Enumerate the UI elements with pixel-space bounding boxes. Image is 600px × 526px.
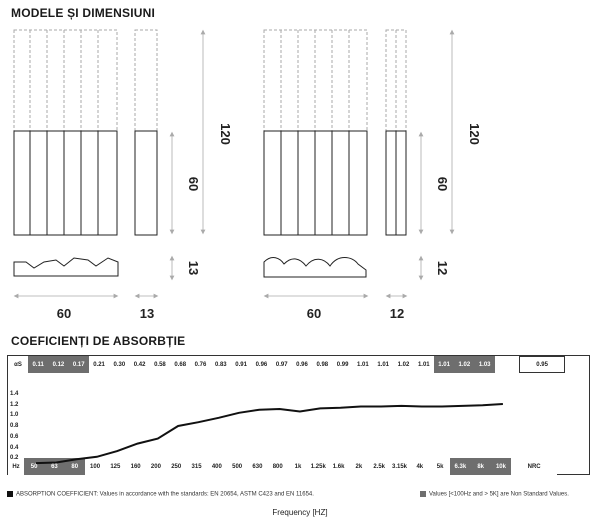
dim-right-height-full: 120	[467, 123, 482, 145]
section-title-absorption: COEFICIENȚI DE ABSORBȚIE	[11, 334, 186, 348]
frequency-cell: 50	[24, 458, 44, 475]
y-tick-label: 1.4	[10, 391, 19, 397]
left-panel-side	[135, 30, 157, 235]
nrc-value: 0.95	[519, 356, 565, 373]
frequency-cell: 1.6k	[328, 458, 348, 475]
frequency-cell: 4k	[410, 458, 430, 475]
dim-right-depth: 12	[389, 306, 405, 321]
frequency-cell: 100	[85, 458, 105, 475]
frequency-cell: 8k	[471, 458, 491, 475]
frequency-cell: 6.3k	[450, 458, 470, 475]
coefficient-cell: 0.12	[48, 356, 68, 373]
coefficient-cell: 0.76	[190, 356, 210, 373]
absorption-chart	[8, 356, 589, 474]
coefficient-cell: 0.68	[170, 356, 190, 373]
y-tick-label: 0.6	[10, 433, 19, 440]
dim-right-width: 60	[306, 306, 322, 321]
footer-left-note	[7, 491, 314, 498]
coefficient-cell: 1.01	[434, 356, 454, 373]
frequency-cell: 63	[44, 458, 64, 475]
x-axis-label: Frequency [HZ]	[272, 508, 328, 517]
y-tick-label: 0.4	[10, 444, 19, 451]
square-icon-black	[7, 491, 13, 497]
frequency-cell: 200	[146, 458, 166, 475]
footer-right-note	[420, 491, 569, 498]
hz-label: Hz	[8, 458, 24, 475]
left-panel-front	[14, 30, 117, 235]
coefficient-cell: 1.01	[373, 356, 393, 373]
frequency-cell: 160	[125, 458, 145, 475]
coefficient-cell: 0.30	[109, 356, 129, 373]
coefficient-cell: 0.99	[332, 356, 352, 373]
coefficient-cell: 1.01	[353, 356, 373, 373]
dim-left-thickness: 13	[186, 260, 201, 276]
frequency-cell: 400	[207, 458, 227, 475]
dim-left-height-half: 60	[186, 176, 201, 192]
dim-left-width: 60	[56, 306, 72, 321]
frequency-cell: 800	[268, 458, 288, 475]
section-title-models: MODELE ȘI DIMENSIUNI	[11, 6, 156, 20]
frequency-cell: 80	[65, 458, 85, 475]
square-icon-gray	[420, 491, 426, 497]
y-tick-label: 1.0	[10, 412, 19, 419]
coefficient-cell: 0.17	[69, 356, 89, 373]
frequency-cell: 3.15k	[389, 458, 409, 475]
right-panel-front	[264, 30, 367, 235]
frequency-cell: 315	[186, 458, 206, 475]
coefficient-cell: 0.42	[129, 356, 149, 373]
coefficient-cell: 1.01	[414, 356, 434, 373]
coefficient-cell: 0.91	[231, 356, 251, 373]
right-panel-side	[386, 30, 406, 235]
y-tick-label: 1.2	[10, 401, 19, 408]
alpha-label: αS	[8, 356, 28, 373]
y-tick-label: 0.8	[10, 423, 19, 430]
coefficient-cell: 1.02	[393, 356, 413, 373]
dim-right-thickness: 12	[435, 260, 450, 276]
absorption-table	[7, 355, 590, 475]
dim-right-height-half: 60	[435, 176, 450, 192]
nrc-label: NRC	[511, 458, 557, 475]
frequency-cell: 1k	[288, 458, 308, 475]
dim-left-depth: 13	[139, 306, 155, 321]
frequency-cell: 2.5k	[369, 458, 389, 475]
coefficient-cell: 0.98	[312, 356, 332, 373]
frequency-cell: 2k	[349, 458, 369, 475]
dim-left-height-full: 120	[218, 123, 233, 145]
coefficient-cell: 1.03	[475, 356, 495, 373]
footer-right-text: Values [<100Hz and > 5K] are Non Standard Values.	[429, 491, 569, 498]
frequency-cell: 125	[105, 458, 125, 475]
y-tick-label: 0.2	[10, 455, 19, 462]
coefficient-cell: 1.02	[454, 356, 474, 373]
coefficient-cell: 0.97	[272, 356, 292, 373]
frequency-cell: 630	[247, 458, 267, 475]
right-profile-shape	[264, 258, 366, 278]
frequency-cell: 500	[227, 458, 247, 475]
coefficient-cell: 0.96	[292, 356, 312, 373]
frequency-cell: 250	[166, 458, 186, 475]
coefficient-cell: 0.11	[28, 356, 48, 373]
frequency-cell: 5k	[430, 458, 450, 475]
absorption-curve	[36, 404, 503, 463]
frequency-cell: 1.25k	[308, 458, 328, 475]
coefficient-cell: 0.83	[211, 356, 231, 373]
footer-left-text: ABSORPTION COEFFICIENT: Values in accordance with the standards: EN 20654, ASTM C423 and EN 11654.	[16, 491, 314, 498]
coefficient-cell: 0.21	[89, 356, 109, 373]
left-profile-shape	[14, 258, 118, 276]
coefficient-cell: 0.96	[251, 356, 271, 373]
frequency-cell: 10k	[491, 458, 511, 475]
coefficient-cell: 0.58	[150, 356, 170, 373]
